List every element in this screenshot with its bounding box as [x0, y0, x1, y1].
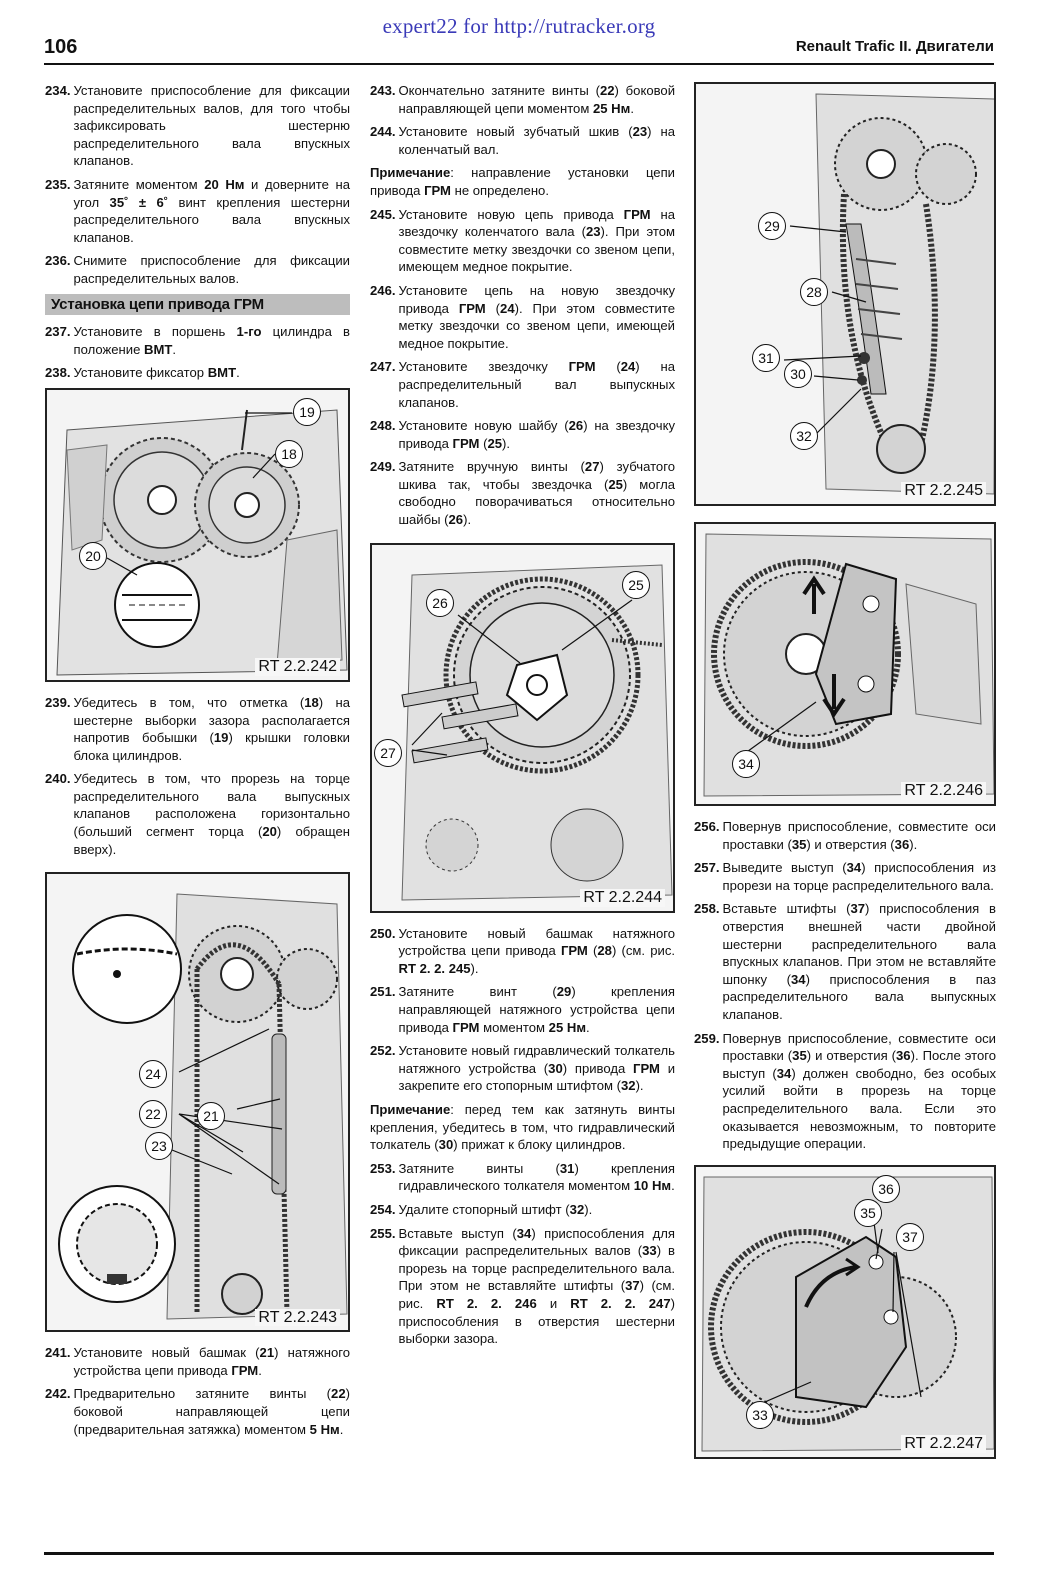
- figure-caption: RT 2.2.245: [901, 482, 986, 500]
- step-254: 254. Удалите стопорный штифт (32).: [370, 1201, 593, 1217]
- callout-32: 32: [790, 422, 818, 450]
- callout-37: 37: [896, 1223, 924, 1251]
- callout-23: 23: [145, 1132, 173, 1160]
- step-247: 247. Установите звездочку ГРМ (24) на распределительный вал выпускных клапанов.: [370, 359, 676, 410]
- figure-rt-2-2-243: [45, 872, 350, 1332]
- column-right: [694, 82, 996, 1471]
- callout-30: 30: [784, 360, 812, 388]
- note-1: Примечание: направление установки цепи привода ГРМ не определено.: [370, 165, 675, 198]
- callout-35: 35: [854, 1199, 882, 1227]
- callout-34: 34: [732, 750, 760, 778]
- figure-rt-2-2-242: [45, 388, 350, 682]
- note-2: Примечание: перед тем как затянуть винты крепления, убедитесь в том, что гидравлический толкатель (30) прижат к блоку цилиндров.: [370, 1102, 675, 1153]
- step-255: 255. Вставьте выступ (34) приспособления для фиксации распределительных валов (33) в прорезь на торце распределительного вала. При этом не вставляйте штифты (37) (см. рис. RT 2. 2. 246 и RT 2. 2. 247) приспособления в отверстия шестерни выборки зазора.: [370, 1225, 675, 1347]
- callout-19: 19: [293, 398, 321, 426]
- step-237: 237. Установите в поршень 1-го цилиндра в положение ВМТ.: [45, 324, 351, 357]
- callout-25: 25: [622, 571, 650, 599]
- step-245: 245. Установите новую цепь привода ГРМ на звездочку коленчатого вала (23). При этом совместите метку звездочки со звеном цепи, имеющем медное покрытие.: [370, 206, 675, 275]
- engine-illustration: [47, 390, 350, 680]
- callout-18: 18: [275, 440, 303, 468]
- callout-22: 22: [139, 1100, 167, 1128]
- figure-caption: RT 2.2.242: [255, 658, 340, 676]
- header-rule: [44, 63, 994, 65]
- step-242: 242. Предварительно затяните винты (22) боковой направляющей цепи (предварительная затяжка) моментом 5 Нм.: [45, 1386, 350, 1437]
- figure-caption: RT 2.2.246: [901, 782, 986, 800]
- pin-insertion-illustration: [696, 1167, 996, 1457]
- column-middle: [370, 82, 675, 1354]
- step-248: 248. Установите новую шайбу (26) на звездочку привода ГРМ (25).: [370, 418, 676, 451]
- sprocket-washer-illustration: [372, 545, 675, 911]
- callout-24: 24: [139, 1060, 167, 1088]
- watermark: expert22 for http://rutracker.org: [382, 14, 656, 38]
- step-259: 259. Повернув приспособление, совместите оси проставки (35) и отверстия (36). После этого выступ (34) должен свободно, без особых усилий войти в прорезь на торце распределительного вала. Если это оказывается невозможным, то повторите предыдущие операции.: [694, 1030, 996, 1152]
- step-244: 244. Установите новый зубчатый шкив (23) на коленчатый вал.: [370, 124, 675, 157]
- figure-rt-2-2-244: [370, 543, 675, 913]
- callout-28: 28: [800, 278, 828, 306]
- step-258: 258. Вставьте штифты (37) приспособления в отверстия внешней части двойной шестерни распределительного вала впускных клапанов. При этом не вставляйте шпонку (34) приспособления в паз распределительного вала выпускных клапанов.: [694, 901, 997, 1022]
- step-236: 236. Снимите приспособление для фиксации распределительных валов.: [45, 253, 350, 286]
- callout-33: 33: [746, 1401, 774, 1429]
- step-251: 251. Затяните винт (29) крепления направляющей натяжного устройства цепи привода ГРМ моментом 25 Нм.: [370, 984, 675, 1035]
- figure-caption: RT 2.2.247: [901, 1435, 986, 1453]
- callout-31: 31: [752, 344, 780, 372]
- callout-26: 26: [426, 589, 454, 617]
- step-253: 253. Затяните винты (31) крепления гидравлического толкателя моментом 10 Нм.: [370, 1160, 675, 1194]
- figure-caption: RT 2.2.244: [580, 889, 665, 907]
- figure-rt-2-2-247: [694, 1165, 996, 1459]
- step-257: 257. Выведите выступ (34) приспособления из прорези на торце распределительного вала.: [694, 860, 996, 893]
- timing-chain-illustration: [47, 874, 350, 1330]
- step-243: 243. Окончательно затяните винты (22) боковой направляющей цепи моментом 25 Нм.: [370, 83, 676, 116]
- figure-rt-2-2-246: [694, 522, 996, 806]
- step-239: 239. Убедитесь в том, что отметка (18) на шестерне выборки зазора располагается напротив бобышки (19) крышки головки блока цилиндров.: [45, 694, 350, 763]
- step-235: 235. Затяните моментом 20 Нм и доверните на угол 35˚ ± 6˚ винт крепления шестерни распределительного вала впускных клапанов.: [45, 176, 350, 245]
- callout-21: 21: [197, 1102, 225, 1130]
- callout-20: 20: [79, 542, 107, 570]
- running-title: Renault Trafic II. Двигатели: [795, 38, 994, 55]
- page-number: 106: [44, 36, 78, 58]
- column-left: [45, 82, 350, 1444]
- step-240: 240. Убедитесь в том, что прорезь на торце распределительного вала выпускных клапанов расположена горизонтально (больший сегмент торца (20) обращен вверх).: [45, 771, 350, 857]
- step-249: 249. Затяните вручную винты (27) зубчатого шкива так, чтобы звездочка (25) могла свободно поворачиваться относительно шайбы (26).: [370, 459, 675, 528]
- step-250: 250. Установите новый башмак натяжного устройства цепи привода ГРМ (28) (см. рис. RT 2. 2. 245).: [370, 925, 676, 976]
- step-252: 252. Установите новый гидравлический толкатель натяжного устройства (30) привода ГРМ и закрепите его стопорным штифтом (32).: [370, 1043, 676, 1094]
- step-234: 234. Установите приспособление для фиксации распределительных валов, для того чтобы зафиксировать шестерню распределительного вала впускных клапанов.: [45, 83, 350, 169]
- tensioner-illustration: [696, 84, 996, 504]
- footer-rule: [44, 1552, 994, 1555]
- step-246: 246. Установите цепь на новую звездочку привода ГРМ (24). При этом совместите метку звездочки со звеном цепи, имеющей медное покрытие.: [370, 282, 675, 351]
- step-238: 238. Установите фиксатор ВМТ.: [45, 365, 240, 381]
- step-241: 241. Установите новый башмак (21) натяжного устройства цепи привода ГРМ.: [45, 1345, 350, 1378]
- figure-rt-2-2-245: [694, 82, 996, 506]
- callout-36: 36: [872, 1175, 900, 1203]
- callout-27: 27: [374, 739, 402, 767]
- figure-caption: RT 2.2.243: [255, 1309, 340, 1327]
- callout-29: 29: [758, 212, 786, 240]
- section-heading: Установка цепи привода ГРМ: [45, 294, 350, 316]
- step-256: 256. Повернув приспособление, совместите оси проставки (35) и отверстия (36).: [694, 819, 996, 852]
